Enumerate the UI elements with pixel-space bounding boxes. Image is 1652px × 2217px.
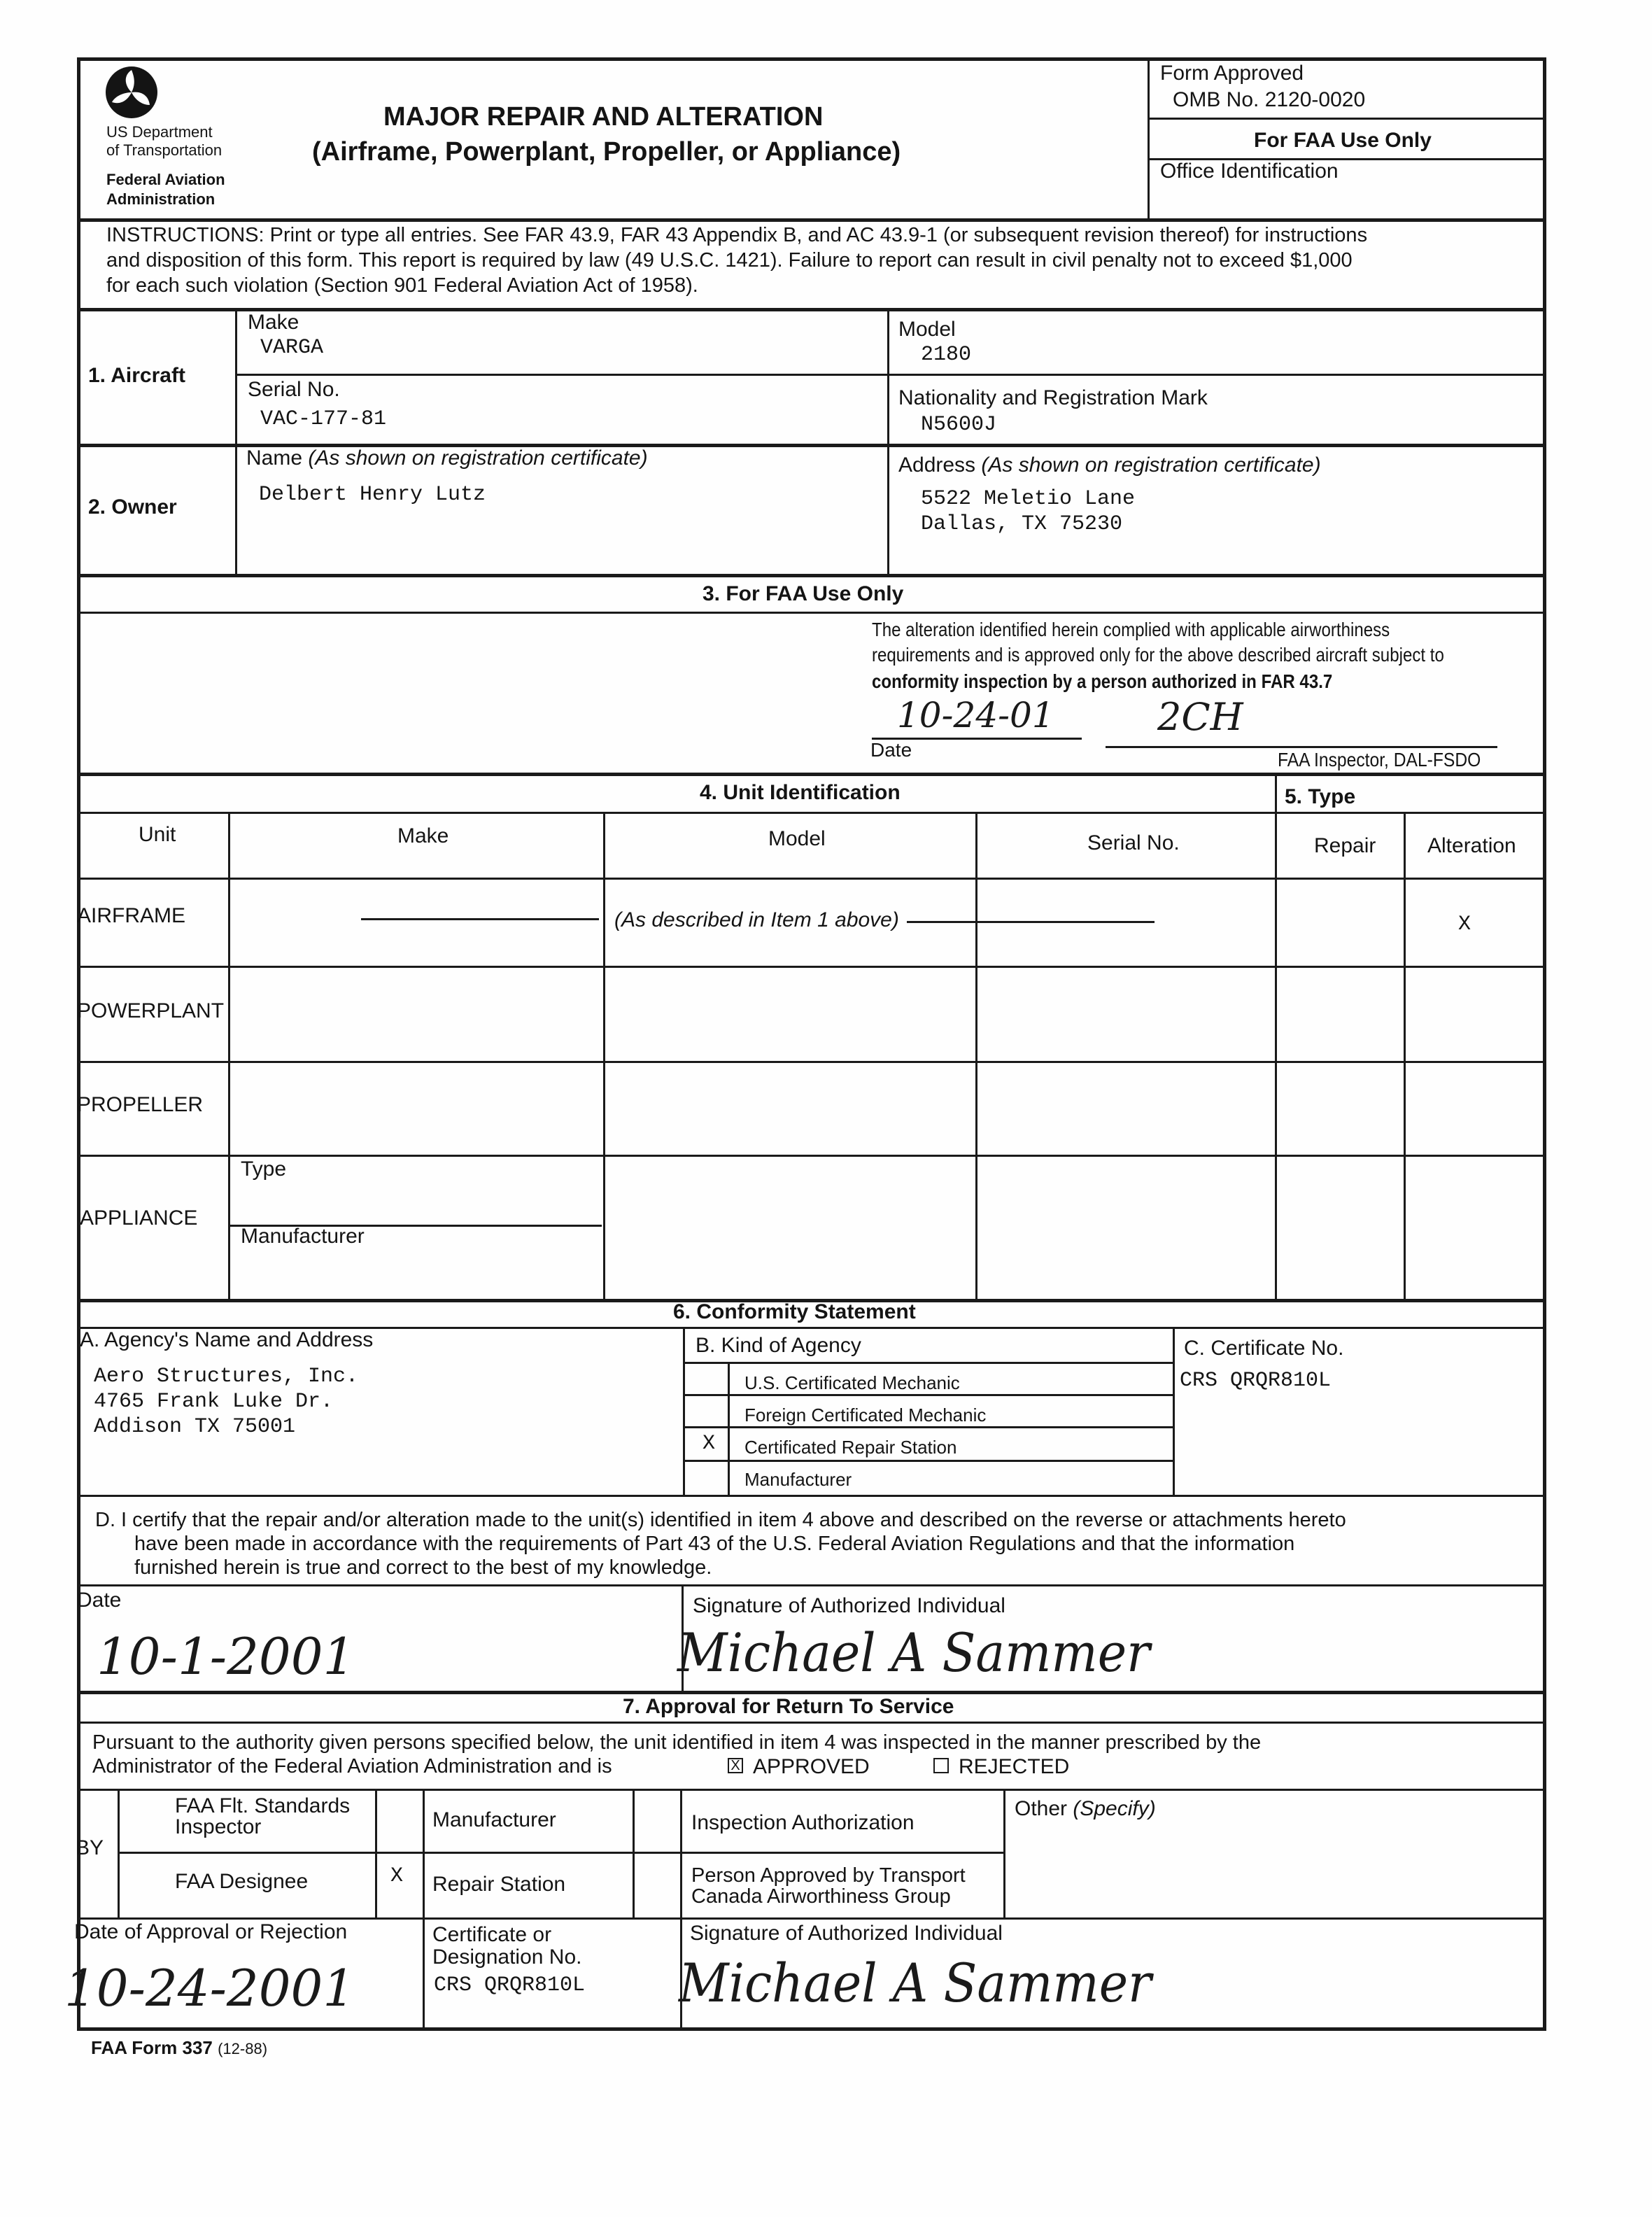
instructions-line-3: for each such violation (Section 901 Federal Aviation Act of 1958). [106,274,698,297]
approved-checkbox[interactable]: X [728,1758,743,1773]
agency-line-2-value: 4765 Frank Luke Dr. [94,1390,334,1414]
serial-label: Serial No. [248,378,340,401]
conformity-date-value: 10-1-2001 [97,1627,355,1686]
rule-aircraft-mid [236,374,1546,376]
agency-line-2: Administration [106,190,216,208]
rule-faa-box-1 [1148,118,1546,120]
rule-v-unit-1 [228,812,230,1299]
conformity-signature-label: Signature of Authorized Individual [693,1594,1005,1617]
aircraft-serial: VAC-177-81 [260,407,387,431]
faa-use-heading: 3. For FAA Use Only [703,582,904,605]
certify-line-3: furnished herein is true and correct to the best of my knowledge. [134,1556,712,1579]
rule-v-conf-mark [728,1362,730,1495]
rejected-label: REJECTED [959,1755,1070,1778]
approved-label: APPROVED [753,1755,870,1778]
kind-of-agency-label: B. Kind of Agency [696,1334,861,1357]
opt-other: Other (Specify) [1015,1797,1156,1820]
office-identification-label: Office Identification [1160,160,1339,183]
certificate-no-label: C. Certificate No. [1184,1337,1344,1360]
col-model: Model [768,827,826,850]
owner-address-label: Address (As shown on registration certificate) [898,453,1321,477]
rule-powerplant [77,1061,1546,1063]
row-airframe: AIRFRAME [77,904,186,927]
rule-approval-text [77,1789,1546,1791]
certificate-no-value: CRS QRQR810L [1180,1369,1332,1393]
nationality-label: Nationality and Registration Mark [898,386,1208,409]
owner-address-line-1: 5522 Meletio Lane [921,487,1136,511]
approval-cert-value: CRS QRQR810L [434,1973,586,1997]
opt-faa-inspector-line-2: Inspector [175,1815,262,1838]
row-appliance: APPLIANCE [80,1206,198,1230]
rule-owner [77,574,1546,577]
owner-section-label: 2. Owner [88,495,177,519]
make-label: Make [248,311,299,334]
rule-v-by-3 [423,1789,425,2031]
col-repair: Repair [1314,834,1376,857]
rule-kind-1 [684,1362,1173,1364]
rule-by-mid [119,1852,1003,1854]
rule-conformity-ab [77,1495,1546,1497]
kind-repair-station: Certificated Repair Station [744,1437,957,1458]
rule-kind-3 [684,1426,1173,1428]
rule-v-unit-5 [1404,812,1406,1299]
repair-station-mark: X [390,1864,404,1888]
approval-cert-label-line-2: Designation No. [432,1945,582,1969]
unit-id-heading: 4. Unit Identification [700,781,901,804]
opt-transport-canada-line-2: Canada Airworthiness Group [691,1885,951,1908]
form-title: MAJOR REPAIR AND ALTERATION [383,102,824,132]
rule-v-by-1 [118,1789,120,1917]
type-heading: 5. Type [1285,785,1356,808]
airframe-note: (As described in Item 1 above) [614,908,899,931]
faa-stamp-line-2: requirements and is approved only for the above described aircraft subject to [872,644,1444,666]
faa-stamp-line-1: The alteration identified herein complied with applicable airworthiness [872,619,1390,640]
kind-us-mechanic: U.S. Certificated Mechanic [744,1372,960,1393]
form-approved-label: Form Approved [1160,62,1304,85]
approval-date-value: 10-24-2001 [64,1959,355,2018]
omb-number: OMB No. 2120-0020 [1173,88,1366,111]
form-subtitle: (Airframe, Powerplant, Propeller, or Appliance) [312,137,901,167]
rule-faa-use [77,773,1546,776]
col-make: Make [397,824,449,847]
rule-unit-heading [77,812,1546,814]
faa-approval-date: 10-24-01 [897,695,1054,736]
owner-name: Delbert Henry Lutz [259,483,486,507]
agency-line-3-value: Addison TX 75001 [94,1415,296,1439]
aircraft-registration: N5600J [921,413,997,437]
approval-text-line-1: Pursuant to the authority given persons specified below, the unit identified in item 4 was inspected in the manner prescribed by the [92,1731,1262,1754]
aircraft-make: VARGA [260,336,324,360]
aircraft-section-label: 1. Aircraft [88,364,185,387]
opt-repair-station: Repair Station [432,1873,566,1896]
rule-v-aircraft-mid [887,308,889,574]
opt-faa-designee: FAA Designee [175,1870,309,1893]
rule-v-conf-1 [683,1327,685,1495]
rule-unit-colhead [77,878,1546,880]
kind-foreign-mechanic: Foreign Certificated Mechanic [744,1405,987,1426]
instructions-line-1: INSTRUCTIONS: Print or type all entries. See FAR 43.9, FAR 43 Appendix B, and AC 43.9-1 (or subsequent revision thereof) for instructions [106,224,1368,246]
appliance-type-label: Type [241,1157,287,1181]
faa-date-label: Date [870,739,912,761]
form-number: FAA Form 337 (12-88) [91,2037,268,2058]
rule-kind-4 [684,1460,1173,1462]
rule-header [77,218,1546,222]
airframe-line-right [907,921,1155,923]
agency-line-1-value: Aero Structures, Inc. [94,1365,359,1388]
opt-manufacturer: Manufacturer [432,1808,556,1831]
approval-signature: Michael A Sammer [679,1952,1152,2014]
approval-heading: 7. Approval for Return To Service [623,1695,954,1718]
agency-line-1: Federal Aviation [106,171,225,188]
approval-signature-label: Signature of Authorized Individual [690,1922,1003,1945]
approval-cert-label-line-1: Certificate or [432,1923,552,1946]
rule-v-aircraft-label [235,308,237,574]
conformity-signature: Michael A Sammer [677,1621,1150,1684]
conformity-date-label: Date [77,1589,122,1612]
model-label: Model [898,318,956,341]
rule-kind-2 [684,1394,1173,1396]
airframe-alteration-mark: X [1458,913,1471,936]
col-alteration: Alteration [1427,834,1516,857]
certify-line-2: have been made in accordance with the requirements of Part 43 of the U.S. Federal Aviation Regulations and that the information [134,1533,1295,1555]
rejected-checkbox[interactable] [933,1758,949,1773]
conformity-heading: 6. Conformity Statement [673,1300,916,1323]
row-propeller: PROPELLER [77,1093,204,1116]
owner-address-line-2: Dallas, TX 75230 [921,512,1123,536]
faa-stamp-line-3: conformity inspection by a person authorized in FAR 43.7 [872,670,1333,692]
approval-text-line-2: Administrator of the Federal Aviation Administration and is [92,1755,612,1778]
opt-faa-inspector-line-1: FAA Flt. Standards [175,1794,351,1817]
faa-use-only-label: For FAA Use Only [1254,129,1432,152]
col-unit: Unit [139,823,176,846]
rule-v-by-4 [633,1789,635,1917]
rule-faa-heading [77,612,1546,614]
col-serial: Serial No. [1087,831,1180,854]
opt-transport-canada-line-1: Person Approved by Transport [691,1864,966,1887]
rule-v-by-6 [1003,1789,1005,1917]
dept-line-2: of Transportation [106,141,223,159]
row-powerplant: POWERPLANT [77,999,225,1022]
faa-inspector-line [1106,746,1497,748]
certify-line-1: D. I certify that the repair and/or alteration made to the unit(s) identified in item 4 above and described on the reverse or attachments hereto [95,1509,1346,1531]
rule-approval-heading [77,1722,1546,1724]
rule-airframe [77,966,1546,968]
instructions-line-2: and disposition of this form. This report is required by law (49 U.S.C. 1421). Failure to report can result in civil penalty not to exceed $1,000 [106,249,1353,272]
rule-conformity [77,1691,1546,1694]
rule-v-by-2 [375,1789,377,1917]
rule-v-conf-2 [1173,1327,1175,1495]
opt-inspection-authorization: Inspection Authorization [691,1811,915,1834]
faa-inspector-label: FAA Inspector, DAL-FSDO [1278,749,1481,770]
rule-propeller [77,1155,1546,1157]
rule-v-unit-3 [975,812,977,1299]
faa-inspector-initials: 2CH [1157,695,1243,739]
kind-manufacturer: Manufacturer [744,1469,852,1490]
airframe-line-left [361,918,599,920]
approval-date-label: Date of Approval or Rejection [74,1920,348,1943]
agency-name-label: A. Agency's Name and Address [80,1328,374,1351]
rule-by [77,1917,1546,1920]
rule-certify [77,1584,1546,1586]
rule-v-faa-box [1148,57,1150,218]
owner-name-label: Name (As shown on registration certificate) [246,446,648,470]
rule-v-unit-4 [1275,773,1277,1299]
appliance-manufacturer-label: Manufacturer [241,1225,365,1248]
kind-mark-2: X [703,1432,716,1456]
aircraft-model: 2180 [921,343,972,367]
rule-v-unit-2 [603,812,605,1299]
by-label: BY [76,1836,104,1859]
dept-line-1: US Department [106,123,213,141]
